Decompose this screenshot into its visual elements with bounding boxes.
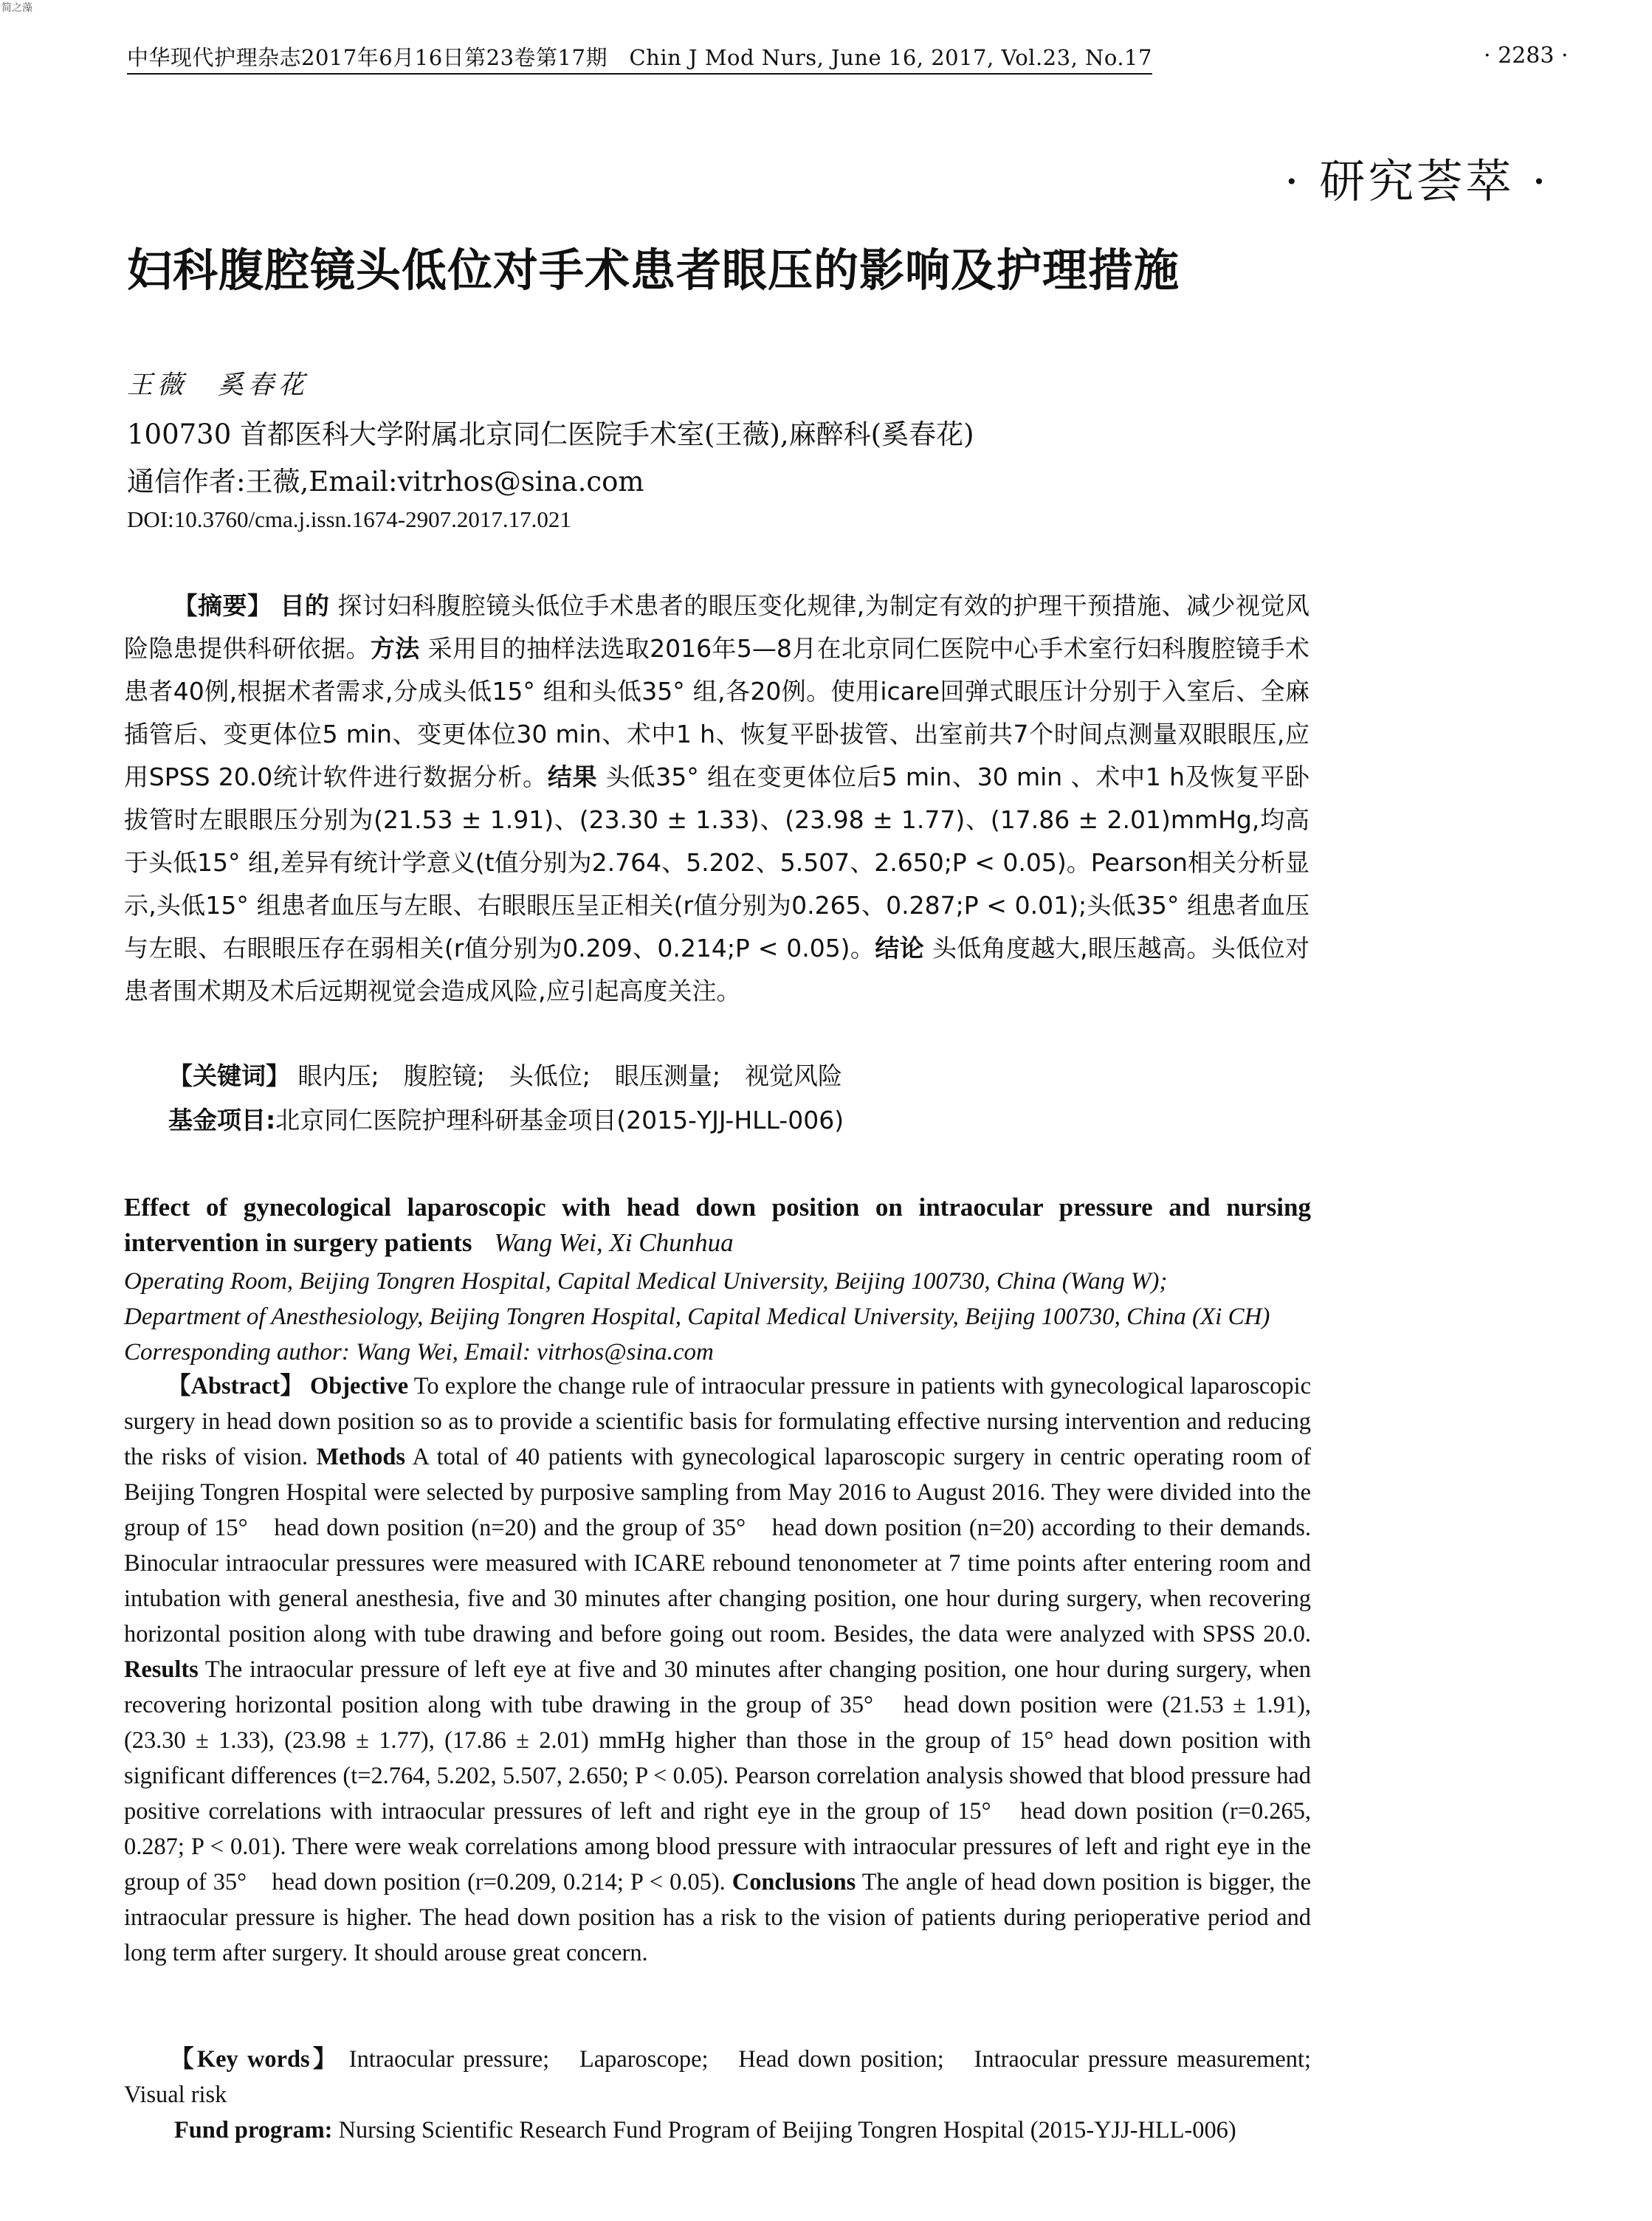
en-methods-label: Methods bbox=[316, 1444, 406, 1470]
en-objective-text: To explore the change rule of intraocular pressure in patients with gynecological laparoscopic surgery in head down position so as to provide a scientific basis for formulating effective nursing intervention and reducing the risks of vision. bbox=[124, 1373, 1311, 1470]
fund-label: 基金项目: bbox=[168, 1106, 276, 1134]
fund bbox=[168, 1101, 844, 1136]
keywords bbox=[168, 1057, 842, 1092]
english-corresponding: Corresponding author: Wang Wei, Email: vitrhos@sina.com bbox=[124, 1339, 714, 1366]
english-affiliations bbox=[124, 1264, 1311, 1370]
en-results-label: Results bbox=[124, 1656, 199, 1683]
en-conclusions-text: The angle of head down position is bigger, the intraocular pressure is higher. The head down position has a risk to the vision of patients during perioperative period and long term after surgery. It should arouse great concern. bbox=[124, 1869, 1311, 1966]
english-title-text: Effect of gynecological laparoscopic with head down position on intraocular pressure and nursing intervention in surgery patients bbox=[124, 1193, 1311, 1257]
en-conclusions-label: Conclusions bbox=[732, 1869, 856, 1895]
en-abstract-label: 【Abstract】 bbox=[167, 1373, 304, 1399]
keywords-text: 眼内压; 腹腔镜; 头低位; 眼压测量; 视觉风险 bbox=[297, 1061, 842, 1090]
running-head: 中华现代护理杂志2017年6月16日第23卷第17期 Chin J Mod Nurs, June 16, 2017, Vol.23, No.17 bbox=[127, 41, 1152, 75]
en-keywords-text: Intraocular pressure; Laparoscope; Head down position; Intraocular pressure measurement; Visual risk bbox=[124, 2046, 1335, 2108]
english-affiliation-1: Operating Room, Beijing Tongren Hospital, Capital Medical University, Beijing 100730, China (Wang W); bbox=[124, 1268, 1168, 1295]
english-authors: Wang Wei, Xi Chunhua bbox=[494, 1228, 734, 1257]
methods-text: 采用目的抽样法选取2016年5—8月在北京同仁医院中心手术室行妇科腹腔镜手术患者40例,根据术者需求,分成头低15° 组和头低35° 组,各20例。使用icare回弹式眼压计分别于入室后、全麻插管后、变更体位5 min、变更体位30 min、术中1 h、恢复平卧拔管、出室前共7个时间点测量双眼眼压,应用SPSS 20.0统计软件进行数据分析。 bbox=[124, 634, 1310, 791]
en-objective-label: Objective bbox=[310, 1373, 409, 1399]
chinese-abstract bbox=[124, 585, 1309, 1013]
column-tag: · 研究荟萃 · bbox=[1284, 154, 1549, 208]
english-fund bbox=[124, 2112, 1311, 2148]
english-keywords bbox=[124, 2042, 1335, 2112]
results-text: 头低35° 组在变更体位后5 min、30 min 、术中1 h及恢复平卧拔管时左眼眼压分别为(21.53 ± 1.91)、(23.30 ± 1.33)、(23.98 ± 1.77)、(17.86 ± 2.01)mmHg,均高于头低15° 组,差异有统计学意义(t值分别为2.764、5.202、5.507、2.650;P < 0.05)。Pearson相关分析显示,头低15° 组患者血压与左眼、右眼眼压呈正相关(r值分别为0.265、0.287;P < 0.01);头低35° 组患者血压与左眼、右眼眼压存在弱相关(r值分别为0.209、0.214;P < 0.05)。 bbox=[124, 762, 1310, 963]
en-fund-label: Fund program: bbox=[174, 2117, 333, 2143]
english-affiliation-2: Department of Anesthesiology, Beijing Tongren Hospital, Capital Medical University, Beijing 100730, China (Xi CH) bbox=[124, 1304, 1270, 1330]
authors: 王薇 奚春花 bbox=[127, 371, 309, 400]
results-label: 结果 bbox=[547, 762, 598, 791]
en-keywords-label: 【Key words】 bbox=[167, 2046, 340, 2073]
abstract-label: 【摘要】 bbox=[173, 591, 272, 620]
objective-text: 探讨妇科腹腔镜头低位手术患者的眼压变化规律,为制定有效的护理干预措施、减少视觉风险隐患提供科研依据。 bbox=[124, 591, 1309, 663]
en-fund-text: Nursing Scientific Research Fund Program of Beijing Tongren Hospital (2015-YJJ-HLL-006) bbox=[338, 2117, 1236, 2143]
en-results-text: The intraocular pressure of left eye at five and 30 minutes after changing position, one hour during surgery, when recovering horizontal position along with tube drawing in the group of 35° head down position were (21.53 ± 1.91), (23.30 ± 1.33), (23.98 ± 1.77), (17.86 ± 2.01) mmHg higher than those in the group of 15° head down position with significant differences (t=2.764, 5.202, 5.507, 2.650; P < 0.05). Pearson correlation analysis showed that blood pressure had positive correlations with intraocular pressures of left and right eye in the group of 15° head down position (r=0.265, 0.287; P < 0.01). There were weak correlations among blood pressure with intraocular pressures of left and right eye in the group of 35° head down position (r=0.209, 0.214; P < 0.05). bbox=[124, 1656, 1311, 1895]
english-title bbox=[124, 1190, 1311, 1261]
corresponding-author: 通信作者:王薇,Email:vitrhos@sina.com bbox=[127, 466, 644, 497]
doi: DOI:10.3760/cma.j.issn.1674-2907.2017.17.021 bbox=[127, 506, 571, 532]
page-number: · 2283 · bbox=[1484, 43, 1569, 69]
affiliation: 100730 首都医科大学附属北京同仁医院手术室(王薇),麻醉科(奚春花) bbox=[127, 419, 974, 450]
objective-label: 目的 bbox=[280, 591, 330, 620]
english-abstract bbox=[124, 1368, 1311, 1971]
conclusions-label: 结论 bbox=[875, 934, 925, 963]
en-methods-text: A total of 40 patients with gynecological laparoscopic surgery in centric operating room of Beijing Tongren Hospital were selected by purposive sampling from May 2016 to August 2016. They were divided into the group of 15° head down position (n=20) and the group of 35° head down position (n=20) according to their demands. Binocular intraocular pressures were measured with ICARE rebound tenonometer at 7 time points after entering room and intubation with general anesthesia, five and 30 minutes after changing position, one hour during surgery, when recovering horizontal position along with tube drawing and before going out room. Besides, the data were analyzed with SPSS 20.0. bbox=[124, 1444, 1312, 1647]
corner-mark: 简之藻 bbox=[1, 2, 32, 14]
methods-label: 方法 bbox=[370, 634, 420, 663]
conclusions-text: 头低角度越大,眼压越高。头低位对患者围术期及术后远期视觉会造成风险,应引起高度关注。 bbox=[124, 934, 1310, 1005]
keywords-label: 【关键词】 bbox=[168, 1061, 290, 1090]
fund-text: 北京同仁医院护理科研基金项目(2015-YJJ-HLL-006) bbox=[275, 1106, 844, 1134]
article-title: 妇科腹腔镜头低位对手术患者眼压的影响及护理措施 bbox=[127, 244, 1180, 297]
